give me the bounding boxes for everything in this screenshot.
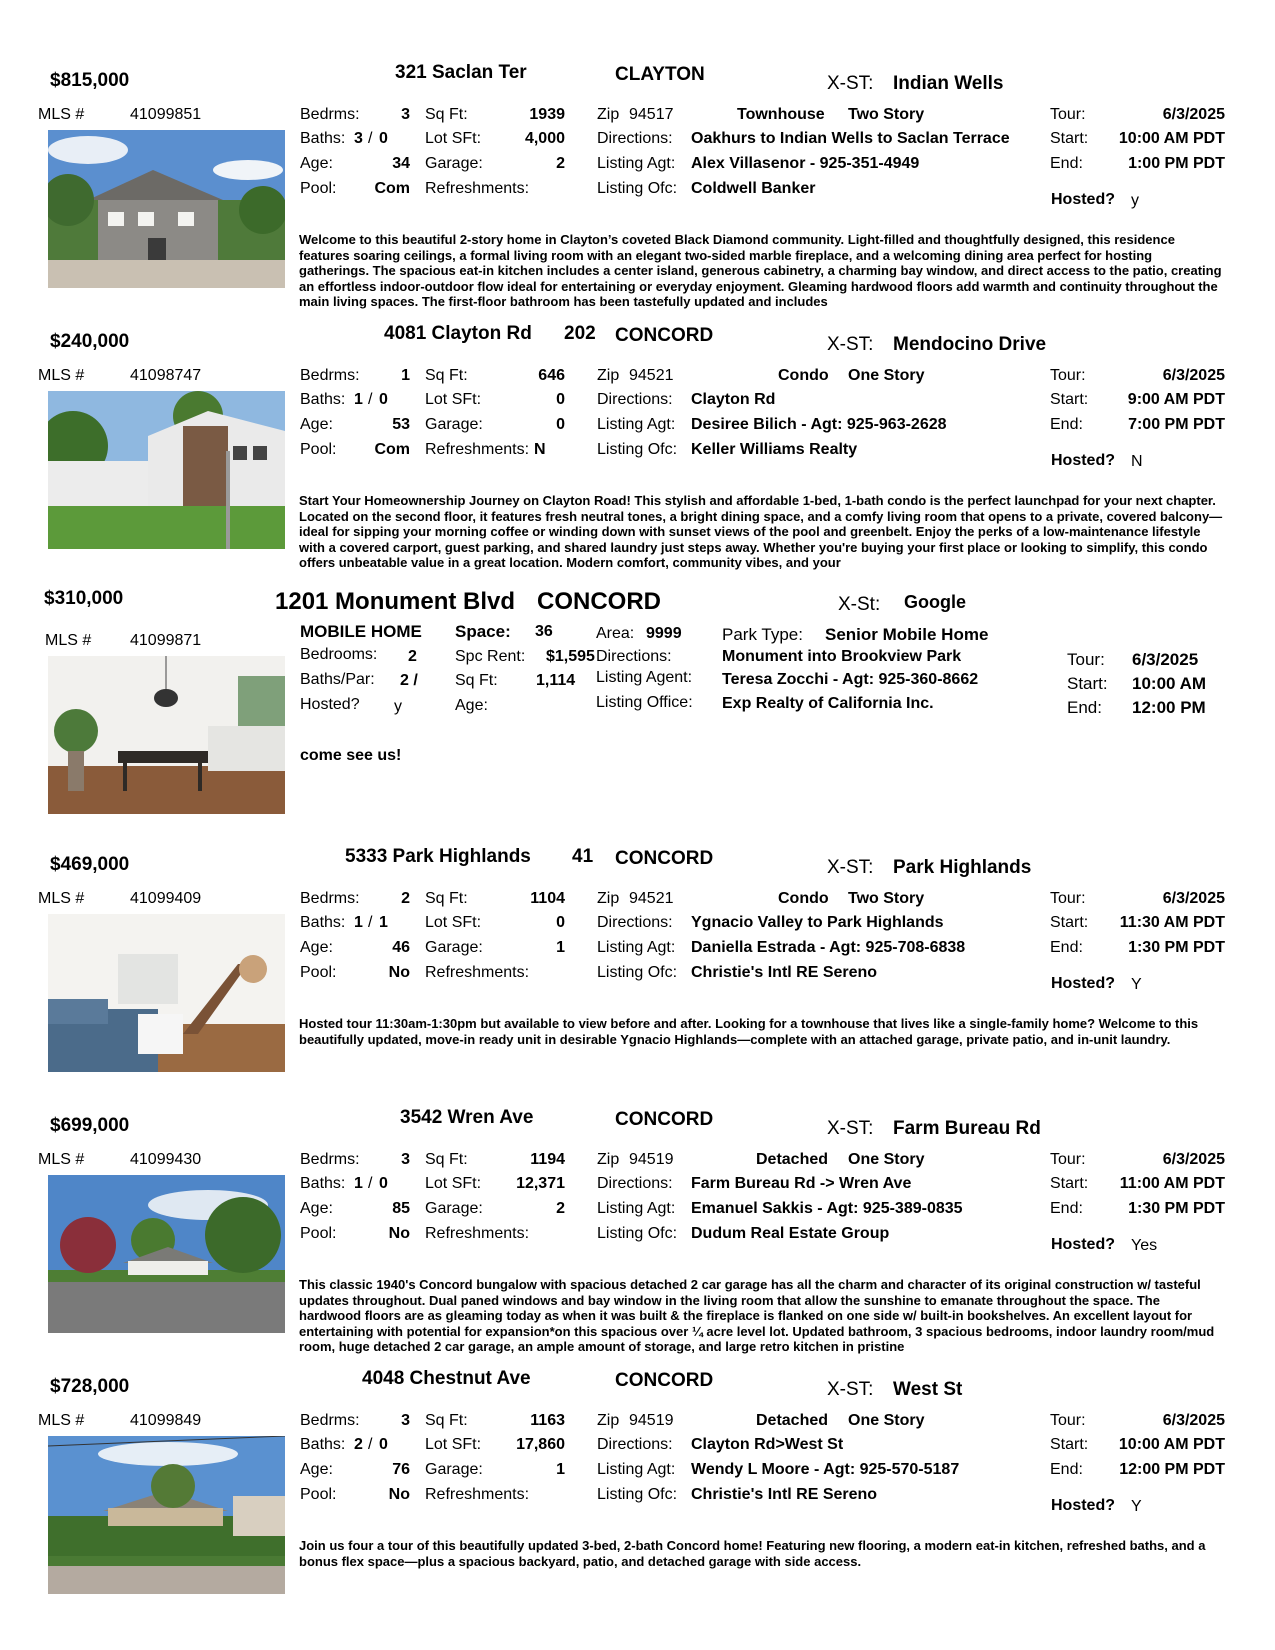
listing-agent-value: Teresa Zocchi - Agt: 925-360-8662 — [722, 671, 979, 688]
age-value: 46 — [392, 939, 410, 956]
baths-full: 1 — [354, 1175, 363, 1192]
baths-label: Baths: — [300, 1175, 346, 1192]
listing-address: 5333 Park Highlands — [345, 846, 531, 867]
hosted-label: Hosted? — [1051, 1497, 1115, 1514]
sqft-label: Sq Ft: — [425, 106, 468, 123]
listing-address: 4048 Chestnut Ave — [362, 1368, 531, 1389]
listing-ofc-label: Listing Ofc: — [597, 1486, 678, 1503]
listing-address: 1201 Monument Blvd — [275, 588, 516, 615]
directions-value: Monument into Brookview Park — [722, 648, 962, 665]
xst-label: X-ST: — [827, 1118, 874, 1139]
sqft-value: 1163 — [530, 1412, 565, 1429]
xst-label: X-ST: — [827, 73, 874, 94]
listing-card — [0, 784, 1275, 1047]
age-label: Age: — [300, 155, 333, 172]
tour-label: Tour: — [1067, 650, 1105, 669]
property-type: Detached — [756, 1151, 829, 1168]
hosted-label: Hosted? — [1051, 975, 1115, 992]
baths-half: 1 — [379, 914, 388, 931]
bedrms-label: Bedrms: — [300, 890, 360, 907]
bedrooms-value: 2 — [408, 648, 417, 665]
listing-agt-value: Emanuel Sakkis - Agt: 925-389-0835 — [691, 1200, 963, 1217]
listing-office-label: Listing Office: — [596, 694, 693, 711]
end-time: 7:00 PM PDT — [1128, 416, 1225, 433]
listing-address: 321 Saclan Ter — [395, 62, 527, 83]
sqft-label: Sq Ft: — [455, 672, 498, 689]
cross-street: West St — [893, 1379, 963, 1400]
listing-address: 4081 Clayton Rd — [384, 323, 532, 344]
refreshments-label: Refreshments: — [425, 441, 530, 458]
listing-address: 3542 Wren Ave — [400, 1107, 534, 1128]
sqft-value: 1939 — [529, 106, 565, 123]
pool-label: Pool: — [300, 1486, 337, 1503]
listing-price: $469,000 — [50, 854, 130, 875]
age-value: 53 — [392, 416, 410, 433]
mls-label: MLS # — [45, 632, 92, 649]
listing-ofc-value: Keller Williams Realty — [691, 441, 858, 458]
lot-value: 0 — [556, 914, 565, 931]
listing-unit: 202 — [564, 323, 596, 344]
lot-value: 12,371 — [516, 1175, 565, 1192]
tour-date: 6/3/2025 — [1162, 1412, 1225, 1429]
cross-street: Farm Bureau Rd — [893, 1118, 1041, 1139]
start-time: 10:00 AM PDT — [1118, 130, 1225, 147]
start-label: Start: — [1050, 914, 1089, 931]
property-type: Detached — [756, 1412, 829, 1429]
age-label: Age: — [300, 939, 333, 956]
garage-value: 2 — [556, 1200, 565, 1217]
baths-half: 0 — [379, 130, 388, 147]
start-label: Start: — [1050, 1175, 1089, 1192]
start-time: 10:00 AM PDT — [1118, 1436, 1225, 1453]
end-label: End: — [1050, 416, 1083, 433]
listing-office-value: Exp Realty of California Inc. — [722, 695, 934, 712]
cross-street: Mendocino Drive — [893, 334, 1047, 355]
start-label: Start: — [1050, 391, 1089, 408]
xst-label: X-ST: — [827, 1379, 874, 1400]
cross-street: Google — [904, 592, 966, 612]
mls-number: 41099871 — [130, 632, 202, 649]
age-value: 76 — [392, 1461, 410, 1478]
hosted-value: N — [1131, 453, 1143, 470]
xst-label: X-ST: — [827, 857, 874, 878]
mls-label: MLS # — [38, 1151, 85, 1168]
listing-ofc-label: Listing Ofc: — [597, 441, 678, 458]
start-label: Start: — [1067, 674, 1108, 693]
listing-agt-label: Listing Agt: — [597, 155, 676, 172]
zip-value: 94521 — [629, 367, 674, 384]
pool-value: No — [388, 1486, 410, 1503]
baths-full: 2 — [354, 1436, 363, 1453]
mls-number: 41099851 — [130, 106, 202, 123]
baths-full: 3 — [354, 130, 363, 147]
baths-slash: / — [368, 130, 373, 147]
hosted-label: Hosted? — [300, 696, 360, 713]
tour-date: 6/3/2025 — [1162, 106, 1225, 123]
tour-date: 6/3/2025 — [1162, 367, 1225, 384]
listing-city: CONCORD — [615, 1370, 714, 1391]
listing-agt-value: Wendy L Moore - Agt: 925-570-5187 — [691, 1461, 960, 1478]
bedrms-label: Bedrms: — [300, 1151, 360, 1168]
tour-label: Tour: — [1050, 1412, 1086, 1429]
listing-city: CONCORD — [537, 588, 661, 615]
xst-label: X-ST: — [827, 334, 874, 355]
directions-label: Directions: — [597, 1436, 673, 1453]
bedrms-value: 3 — [401, 106, 410, 123]
listing-agent-label: Listing Agent: — [596, 669, 693, 686]
start-time: 11:00 AM PDT — [1119, 1175, 1225, 1192]
pool-label: Pool: — [300, 441, 337, 458]
end-label: End: — [1050, 939, 1083, 956]
garage-value: 2 — [556, 155, 565, 172]
spc-rent-label: Spc Rent: — [455, 648, 526, 665]
baths-full: 1 — [354, 914, 363, 931]
listing-agt-label: Listing Agt: — [597, 1200, 676, 1217]
start-time: 11:30 AM PDT — [1119, 914, 1225, 931]
listing-agt-label: Listing Agt: — [597, 1461, 676, 1478]
directions-label: Directions: — [597, 130, 673, 147]
garage-label: Garage: — [425, 939, 483, 956]
listing-description: Welcome to this beautiful 2-story home in Clayton’s coveted Black Diamond community. Light-filled and thoughtfully designed, this residence features soaring ceilings, a formal living room with an elegant two-sided marble fireplace, and a welcoming dining area perfect for hosting gatherings. The spacious eat-in kitchen includes a center island, generous cabinetry, a charming bay window, and direct access to the patio, creating an effortless indoor-outdoor flow ideal for entertaining or everyday enjoyment. Gleaming hardwood floors add warmth and continuity throughout the main living spaces. The first-floor bathroom has been tastefully updated and includes — [299, 232, 1222, 310]
mls-number: 41099409 — [130, 890, 202, 907]
directions-label: Directions: — [597, 914, 673, 931]
listing-price: $310,000 — [44, 588, 124, 609]
end-label: End: — [1050, 155, 1083, 172]
garage-label: Garage: — [425, 416, 483, 433]
end-label: End: — [1050, 1200, 1083, 1217]
end-time: 1:30 PM PDT — [1128, 939, 1225, 956]
age-value: 34 — [392, 155, 410, 172]
listing-price: $815,000 — [50, 70, 130, 91]
directions-value: Clayton Rd>West St — [691, 1436, 844, 1453]
listing-ofc-label: Listing Ofc: — [597, 1225, 678, 1242]
garage-label: Garage: — [425, 1200, 483, 1217]
zip-label: Zip — [597, 367, 620, 384]
pool-value: No — [388, 964, 410, 981]
listing-price: $240,000 — [50, 331, 130, 352]
hosted-value: Y — [1131, 1498, 1142, 1515]
refreshments-label: Refreshments: — [425, 180, 530, 197]
garage-label: Garage: — [425, 155, 483, 172]
spc-rent-value: $1,595 — [546, 648, 595, 665]
baths-slash: / — [368, 1175, 373, 1192]
mls-number: 41098747 — [130, 367, 202, 384]
park-type-label: Park Type: — [722, 625, 803, 644]
hosted-value: y — [394, 698, 402, 715]
listing-description: Start Your Homeownership Journey on Clayton Road! This stylish and affordable 1-bed, 1-bath condo is the perfect launchpad for your next chapter. Located on the second floor, it features fresh neutral tones, a bright dining space, and a comfy living room that opens to a private, covered balcony—ideal for sipping your morning coffee or winding down with sunset views of the pool and greenbelt. Enjoy the perks of a low-maintenance lifestyle with a covered carport, guest parking, and shared laundry just steps away. Whether you're buying your first place or looking to simplify, this condo offers unbeatable value in a great location. Modern comfort, community vibes, and your — [299, 493, 1223, 571]
lot-value: 4,000 — [524, 130, 565, 147]
listing-city: CONCORD — [615, 325, 714, 346]
baths-slash: / — [368, 391, 373, 408]
listing-description: Hosted tour 11:30am-1:30pm but available to view before and after. Looking for a townhouse that lives like a single-family home? Welcome to this beautifully updated, move-in ready unit in desirable Ygnacio Highlands—complete with an attached garage, private patio, and in-unit laundry. — [299, 1016, 1199, 1047]
baths-half: 0 — [379, 1436, 388, 1453]
garage-value: 1 — [556, 1461, 565, 1478]
sqft-value: 1104 — [530, 890, 565, 907]
bedrms-label: Bedrms: — [300, 106, 360, 123]
mls-number: 41099849 — [130, 1412, 202, 1429]
property-stories: One Story — [848, 1151, 925, 1168]
cross-street: Indian Wells — [893, 73, 1004, 94]
tour-label: Tour: — [1050, 106, 1086, 123]
start-label: Start: — [1050, 130, 1089, 147]
bedrms-value: 3 — [401, 1412, 410, 1429]
lot-label: Lot SFt: — [425, 914, 482, 931]
baths-half: 0 — [379, 391, 388, 408]
hosted-label: Hosted? — [1051, 452, 1115, 469]
directions-value: Oakhurs to Indian Wells to Saclan Terrace — [691, 130, 1010, 147]
start-label: Start: — [1050, 1436, 1089, 1453]
area-label: Area: — [596, 625, 635, 642]
cross-street: Park Highlands — [893, 857, 1032, 878]
baths-label: Baths: — [300, 391, 346, 408]
zip-value: 94521 — [629, 890, 674, 907]
baths-label: Baths: — [300, 130, 346, 147]
tour-label: Tour: — [1050, 367, 1086, 384]
listing-description: This classic 1940's Concord bungalow with spacious detached 2 car garage has all the charm and character of its original construction w/ tasteful updates throughout. Dual paned windows and bay window in the living room that allow the sunshine to emanate throughout the space. The hardwood floors are as gleaming today as when it was built & the fireplace is flanked on one side w/ built-in bookshelves. An excellent layout for entertaining with potential for expansion*on this spacious over ¼ acre level lot. Updated bathroom, 3 spacious bedrooms, indoor laundry room/mud room, huge detached 2 car garage, an ample amount of storage, and large retro kitchen in pristine — [299, 1277, 1215, 1355]
lot-label: Lot SFt: — [425, 130, 482, 147]
sqft-label: Sq Ft: — [425, 890, 468, 907]
lot-value: 17,860 — [516, 1436, 565, 1453]
tour-date: 6/3/2025 — [1132, 650, 1199, 669]
property-stories: Two Story — [848, 106, 925, 123]
hosted-label: Hosted? — [1051, 1236, 1115, 1253]
park-type-value: Senior Mobile Home — [825, 625, 989, 644]
pool-label: Pool: — [300, 180, 337, 197]
bedrms-value: 2 — [401, 890, 410, 907]
bedrms-value: 3 — [401, 1151, 410, 1168]
property-stories: One Story — [848, 1412, 925, 1429]
listing-description: Join us four a tour of this beautifully updated 3-bed, 2-bath Concord home! Featuring new flooring, a modern eat-in kitchen, refreshed baths, and a bonus flex space—plus a spacious backyard, patio, and detached garage with side access. — [299, 1538, 1206, 1569]
sqft-label: Sq Ft: — [425, 1151, 468, 1168]
listing-ofc-value: Christie's Intl RE Sereno — [691, 1486, 878, 1503]
pool-label: Pool: — [300, 1225, 337, 1242]
space-value: 36 — [535, 623, 553, 640]
directions-label: Directions: — [597, 391, 673, 408]
baths-slash: / — [368, 914, 373, 931]
property-stories: One Story — [848, 367, 925, 384]
property-stories: Two Story — [848, 890, 925, 907]
zip-value: 94517 — [629, 106, 674, 123]
property-type: Townhouse — [737, 106, 825, 123]
end-label: End: — [1050, 1461, 1083, 1478]
directions-label: Directions: — [597, 1175, 673, 1192]
directions-label: Directions: — [596, 648, 672, 665]
baths-slash: / — [368, 1436, 373, 1453]
mls-label: MLS # — [38, 890, 85, 907]
zip-value: 94519 — [629, 1412, 674, 1429]
mls-label: MLS # — [38, 106, 85, 123]
listing-city: CLAYTON — [615, 64, 705, 85]
bedrms-label: Bedrms: — [300, 1412, 360, 1429]
listing-city: CONCORD — [615, 1109, 714, 1130]
listing-unit: 41 — [572, 846, 594, 867]
directions-value: Clayton Rd — [691, 391, 776, 408]
refreshments-label: Refreshments: — [425, 1225, 530, 1242]
age-value: 85 — [392, 1200, 410, 1217]
mobile-home-card — [0, 522, 1275, 822]
listing-agt-value: Daniella Estrada - Agt: 925-708-6838 — [691, 939, 966, 956]
end-time: 1:00 PM PDT — [1128, 155, 1225, 172]
pool-label: Pool: — [300, 964, 337, 981]
mls-number: 41099430 — [130, 1151, 202, 1168]
listing-ofc-label: Listing Ofc: — [597, 180, 678, 197]
bedrms-label: Bedrms: — [300, 367, 360, 384]
listing-card — [0, 1045, 1275, 1355]
refreshments-label: Refreshments: — [425, 964, 530, 981]
garage-value: 1 — [556, 939, 565, 956]
listing-agt-label: Listing Agt: — [597, 416, 676, 433]
baths-full: 1 — [354, 391, 363, 408]
property-type: Condo — [778, 890, 829, 907]
listing-agt-value: Alex Villasenor - 925-351-4949 — [691, 155, 920, 172]
baths-par-label: Baths/Par: — [300, 671, 375, 688]
property-type: Condo — [778, 367, 829, 384]
end-time: 12:00 PM PDT — [1119, 1461, 1225, 1478]
sqft-value: 1194 — [530, 1151, 565, 1168]
tour-date: 6/3/2025 — [1162, 1151, 1225, 1168]
space-label: Space: — [455, 622, 511, 641]
refreshments-label: Refreshments: — [425, 1486, 530, 1503]
zip-label: Zip — [597, 1151, 620, 1168]
directions-value: Farm Bureau Rd -> Wren Ave — [691, 1175, 912, 1192]
hosted-value: Y — [1131, 976, 1142, 993]
age-label: Age: — [300, 1461, 333, 1478]
mls-label: MLS # — [38, 367, 85, 384]
age-label: Age: — [455, 697, 488, 714]
start-time: 9:00 AM PDT — [1127, 391, 1225, 408]
listing-price: $699,000 — [50, 1115, 130, 1136]
listing-photo — [48, 1436, 285, 1594]
hosted-value: Yes — [1131, 1237, 1158, 1254]
directions-value: Ygnacio Valley to Park Highlands — [691, 914, 944, 931]
xst-label: X-St: — [838, 594, 881, 615]
property-type: MOBILE HOME — [300, 622, 422, 641]
bedrooms-label: Bedrooms: — [300, 646, 378, 663]
zip-label: Zip — [597, 106, 620, 123]
sqft-label: Sq Ft: — [425, 1412, 468, 1429]
tour-date: 6/3/2025 — [1162, 890, 1225, 907]
garage-value: 0 — [556, 416, 565, 433]
baths-par-value: 2 / — [400, 672, 418, 689]
sqft-value: 1,114 — [536, 672, 576, 689]
listing-price: $728,000 — [50, 1376, 130, 1397]
baths-label: Baths: — [300, 1436, 346, 1453]
end-time: 1:30 PM PDT — [1128, 1200, 1225, 1217]
lot-value: 0 — [556, 391, 565, 408]
mls-label: MLS # — [38, 1412, 85, 1429]
lot-label: Lot SFt: — [425, 1436, 482, 1453]
listing-card — [0, 0, 1275, 310]
hosted-label: Hosted? — [1051, 191, 1115, 208]
pool-value: Com — [374, 180, 410, 197]
age-label: Age: — [300, 1200, 333, 1217]
listing-ofc-value: Dudum Real Estate Group — [691, 1225, 890, 1242]
start-time: 10:00 AM — [1132, 674, 1207, 693]
area-value: 9999 — [646, 625, 682, 642]
listing-agt-label: Listing Agt: — [597, 939, 676, 956]
lot-label: Lot SFt: — [425, 391, 482, 408]
zip-label: Zip — [597, 890, 620, 907]
refreshments-value: N — [534, 441, 546, 458]
age-label: Age: — [300, 416, 333, 433]
listing-card — [0, 261, 1275, 571]
tour-label: Tour: — [1050, 890, 1086, 907]
listing-ofc-label: Listing Ofc: — [597, 964, 678, 981]
listing-ofc-value: Coldwell Banker — [691, 180, 816, 197]
pool-value: Com — [374, 441, 410, 458]
listing-ofc-value: Christie's Intl RE Sereno — [691, 964, 878, 981]
bedrms-value: 1 — [401, 367, 410, 384]
baths-label: Baths: — [300, 914, 346, 931]
zip-value: 94519 — [629, 1151, 674, 1168]
hosted-value: y — [1131, 192, 1139, 209]
listing-card — [0, 1306, 1275, 1569]
end-time: 12:00 PM — [1132, 698, 1206, 717]
lot-label: Lot SFt: — [425, 1175, 482, 1192]
garage-label: Garage: — [425, 1461, 483, 1478]
listing-city: CONCORD — [615, 848, 714, 869]
sqft-value: 646 — [538, 367, 565, 384]
pool-value: No — [388, 1225, 410, 1242]
tour-label: Tour: — [1050, 1151, 1086, 1168]
end-label: End: — [1067, 698, 1102, 717]
listing-description: come see us! — [300, 747, 402, 764]
sqft-label: Sq Ft: — [425, 367, 468, 384]
listing-agt-value: Desiree Bilich - Agt: 925-963-2628 — [691, 416, 947, 433]
zip-label: Zip — [597, 1412, 620, 1429]
baths-half: 0 — [379, 1175, 388, 1192]
